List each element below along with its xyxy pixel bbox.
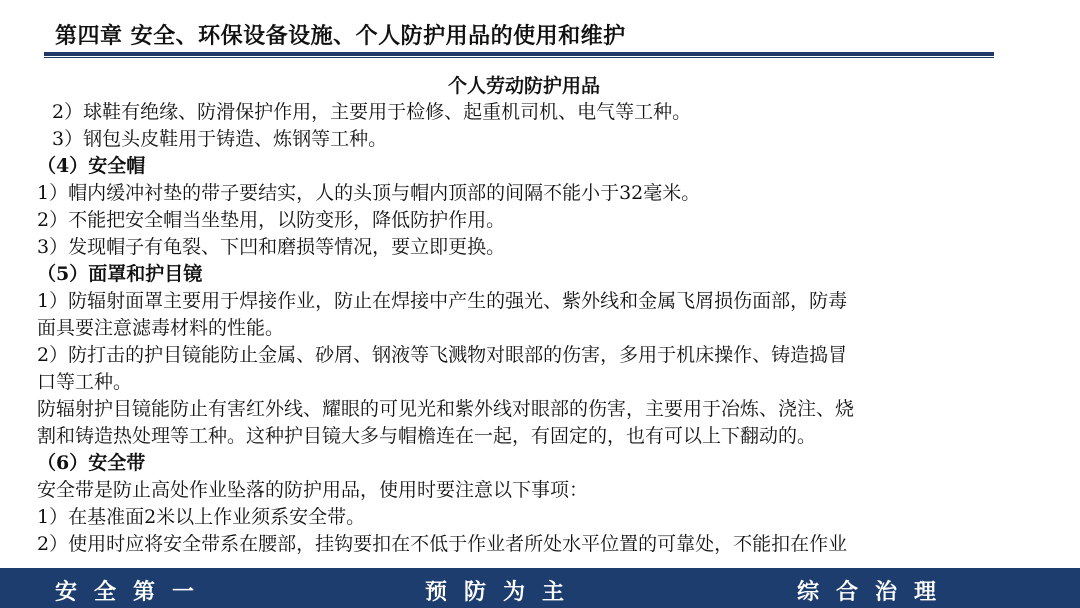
footer-banner [0, 568, 1080, 608]
paragraph-line: 1）防辐射面罩主要用于焊接作业，防止在焊接中产生的强光、紫外线和金属飞屑损伤面部，防毒 [37, 290, 848, 312]
paragraph-line: 割和铸造热处理等工种。这种护目镜大多与帽檐连在一起，有固定的，也有可以上下翻动的。 [37, 425, 817, 447]
paragraph-line: 安全带是防止高处作业坠落的防护用品，使用时要注意以下事项： [37, 479, 589, 501]
footer-slogan-prevention: 预防为主 [425, 580, 582, 605]
paragraph-line: 1）在基准面2米以上作业须系安全带。 [37, 506, 366, 528]
slide-body [0, 72, 1080, 568]
header-divider [44, 52, 994, 56]
paragraph-line: 2）不能把安全帽当坐垫用，以防变形，降低防护作用。 [37, 209, 506, 231]
paragraph-line: 2）球鞋有绝缘、防滑保护作用，主要用于检修、起重机司机、电气等工种。 [52, 101, 692, 123]
paragraph-line: 3）发现帽子有龟裂、下凹和磨损等情况，要立即更换。 [37, 236, 506, 258]
subheading-safety-belt: （6）安全带 [37, 452, 146, 474]
paragraph-line: 2）使用时应将安全带系在腰部，挂钩要扣在不低于作业者所处水平位置的可靠处，不能扣在作业 [37, 533, 848, 555]
paragraph-line: 面具要注意滤毒材料的性能。 [37, 317, 285, 339]
footer-slogan-safety-first: 安全第一 [55, 580, 212, 605]
section-title: 个人劳动防护用品 [447, 75, 600, 97]
chapter-title: 第四章 安全、环保设备设施、个人防护用品的使用和维护 [55, 24, 626, 49]
paragraph-line: 2）防打击的护目镜能防止金属、砂屑、钢液等飞溅物对眼部的伤害，多用于机床操作、铸造捣冒 [37, 344, 848, 366]
paragraph-line: 3）钢包头皮鞋用于铸造、炼钢等工种。 [52, 128, 388, 150]
footer-slogan-comprehensive: 综合治理 [797, 580, 954, 605]
paragraph-line: 1）帽内缓冲衬垫的带子要结实，人的头顶与帽内顶部的间隔不能小于32毫米。 [37, 182, 701, 204]
header-divider-thin [44, 57, 994, 58]
paragraph-line: 防辐射护目镜能防止有害红外线、耀眼的可见光和紫外线对眼部的伤害，主要用于冶炼、浇注、烧 [37, 398, 855, 420]
subheading-safety-helmet: （4）安全帽 [37, 155, 146, 177]
slide-header [0, 0, 1080, 62]
paragraph-line: 口等工种。 [37, 371, 133, 393]
subheading-face-mask-goggles: （5）面罩和护目镜 [37, 263, 203, 285]
